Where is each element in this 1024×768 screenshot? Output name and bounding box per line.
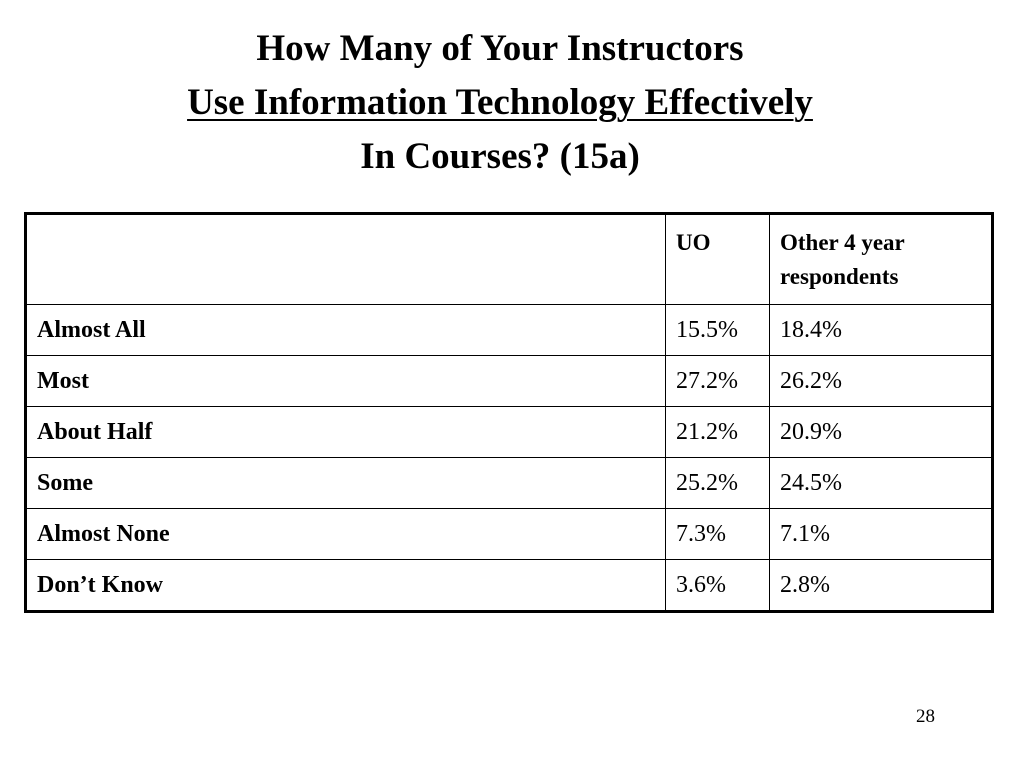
- uo-value: 7.3%: [666, 509, 770, 560]
- table-row: [26, 458, 993, 509]
- row-label: About Half: [26, 407, 666, 458]
- other-value: 20.9%: [770, 407, 993, 458]
- title-line-1: How Many of Your Instructors: [256, 28, 744, 69]
- row-label: Almost None: [26, 509, 666, 560]
- uo-value: 27.2%: [666, 356, 770, 407]
- table-row: [26, 356, 993, 407]
- slide-title: [0, 22, 1000, 184]
- row-label: Some: [26, 458, 666, 509]
- uo-value: 3.6%: [666, 560, 770, 612]
- table-row: [26, 305, 993, 356]
- table-row: [26, 560, 993, 612]
- table-row: [26, 407, 993, 458]
- table-row: [26, 509, 993, 560]
- header-uo: UO: [666, 214, 770, 305]
- uo-value: 25.2%: [666, 458, 770, 509]
- other-value: 2.8%: [770, 560, 993, 612]
- title-line-2: Use Information Technology Effectively: [187, 82, 813, 123]
- uo-value: 15.5%: [666, 305, 770, 356]
- header-blank-cell: [26, 214, 666, 305]
- page-number: 28: [916, 706, 935, 727]
- other-value: 18.4%: [770, 305, 993, 356]
- uo-value: 21.2%: [666, 407, 770, 458]
- row-label: Don’t Know: [26, 560, 666, 612]
- other-value: 7.1%: [770, 509, 993, 560]
- table-header-row: [26, 214, 993, 305]
- header-other-4-year: Other 4 year respondents: [770, 214, 993, 305]
- row-label: Almost All: [26, 305, 666, 356]
- other-value: 24.5%: [770, 458, 993, 509]
- row-label: Most: [26, 356, 666, 407]
- results-table: [24, 212, 994, 613]
- title-line-3: In Courses? (15a): [360, 136, 640, 177]
- other-value: 26.2%: [770, 356, 993, 407]
